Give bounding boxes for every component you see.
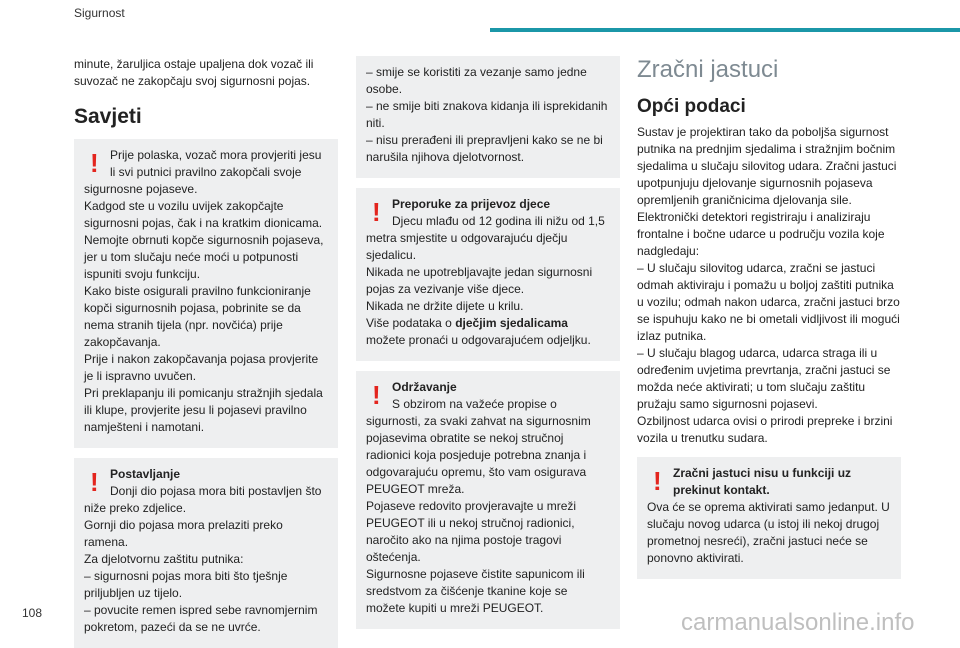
box-line-more-info: Više podataka o dječjim sjedalicama možete pronaći u odgovarajućem odjeljku. bbox=[366, 316, 591, 347]
watermark: carmanualsonline.info bbox=[681, 609, 915, 636]
warning-box-maintenance bbox=[356, 371, 620, 629]
child-seats-reference: dječjim sjedalicama bbox=[455, 316, 568, 330]
box-line: Ova će se oprema aktivirati samo jedanput. U slučaju novog udarca (u istoj ili nekoj drugoj prometnoj nesreći), zračni jastuci neće se ponovno aktivirati. bbox=[647, 500, 890, 565]
box-line: – povucite remen ispred sebe ravnomjernim pokretom, pazeći da se ne uvrće. bbox=[84, 603, 318, 634]
box-line: Pri preklapanju ili pomicanju stražnjih sjedala ili klupe, provjerite jesu li pojasevi pravilno namješteni i namotani. bbox=[84, 386, 323, 434]
box-line: Kako biste osigurali pravilno funkcioniranje kopči sigurnosnih pojasa, pobrinite se da nema stranih tijela (npr. novčića) prije zakopčavanja. bbox=[84, 284, 311, 349]
chapter-title: Zračni jastuci bbox=[637, 56, 779, 83]
exclamation-warning-icon: ! bbox=[90, 148, 99, 178]
box-title: Održavanje bbox=[392, 380, 457, 394]
exclamation-warning-icon: ! bbox=[90, 467, 99, 497]
box-line: – nisu prerađeni ili prepravljeni kako se ne bi narušila njihova djelotvornost. bbox=[366, 133, 603, 164]
body-line: Ozbiljnost udarca ovisi o prirodi prepreke i brzini vozila u trenutku sudara. bbox=[637, 414, 893, 445]
box-line: Kadgod ste u vozilu uvijek zakopčajte sigurnosni pojas, čak i na kratkim dionicama. bbox=[84, 199, 323, 230]
box-line: Pojaseve redovito provjeravajte u mreži PEUGEOT ili u nekoj stručnoj radionici, naročito ako na njima postoje tragovi oštećenja. bbox=[366, 499, 577, 564]
box-line: Nikada ne držite dijete u krilu. bbox=[366, 299, 524, 313]
info-box-belt-conditions bbox=[356, 56, 620, 178]
exclamation-warning-icon: ! bbox=[372, 380, 381, 410]
exclamation-warning-icon: ! bbox=[653, 466, 662, 496]
box-line: Nemojte obrnuti kopče sigurnosnih pojaseva, jer u tom slučaju neće moći u potpunosti ispuniti svoju funkciju. bbox=[84, 233, 324, 281]
box-line: Djecu mlađu od 12 godina ili nižu od 1,5 metra smjestite u odgovarajuću dječju sjedalicu. bbox=[366, 214, 605, 262]
warning-box-children bbox=[356, 188, 620, 361]
section-heading-general: Opći podaci bbox=[637, 96, 746, 117]
box-title: Zračni jastuci nisu u funkciji uz prekinut kontakt. bbox=[673, 466, 852, 497]
box-line: Nikada ne upotrebljavajte jedan sigurnosni pojas za vezivanje više djece. bbox=[366, 265, 593, 296]
body-line: – U slučaju silovitog udarca, zračni se jastuci odmah aktiviraju i pomažu u boljoj zaštiti putnika u vozilu; odmah nakon udarca, zračni jastuci brzo se ispuhuju kako ne bi ometali vidljivost ili mogući izlaz putnika. bbox=[637, 261, 900, 343]
header-accent-bar bbox=[490, 28, 960, 32]
warning-box-fitting bbox=[74, 458, 338, 648]
box-line: Prije i nakon zakopčavanja pojasa provjerite je li ispravno uvučen. bbox=[84, 352, 319, 383]
section-heading-savjeti: Savjeti bbox=[74, 105, 142, 128]
running-header: Sigurnost bbox=[74, 6, 125, 20]
warning-box-airbags bbox=[637, 457, 901, 579]
column-right bbox=[637, 56, 901, 579]
exclamation-warning-icon: ! bbox=[372, 197, 381, 227]
intro-paragraph: minute, žaruljica ostaje upaljena dok vozač ili suvozač ne zakopčaju svoj sigurnosni pojas. bbox=[74, 57, 314, 88]
page-number: 108 bbox=[22, 606, 43, 620]
box-line: Sigurnosne pojaseve čistite sapunicom ili sredstvom za čišćenje tkanine koje se možete kupiti u mreži PEUGEOT. bbox=[366, 567, 585, 615]
box-line: S obzirom na važeće propise o sigurnosti, za svaki zahvat na sigurnosnim pojasevima obratite se nekoj stručnoj radionici koja posjeduje potrebna znanja i odgovarajuću opremu, što vam osigurava PEUGEOT mreža. bbox=[366, 397, 591, 496]
box-line: – ne smije biti znakova kidanja ili isprekidanih niti. bbox=[366, 99, 608, 130]
box-title: Preporuke za prijevoz djece bbox=[392, 197, 551, 211]
box-line: Za djelotvornu zaštitu putnika: bbox=[84, 552, 244, 566]
box-line: Prije polaska, vozač mora provjeriti jesu li svi putnici pravilno zakopčali svoje sigurnosne pojaseve. bbox=[84, 148, 322, 196]
warning-box-advice bbox=[74, 139, 338, 448]
box-line: – sigurnosni pojas mora biti što tješnje priljubljen uz tijelo. bbox=[84, 569, 288, 600]
body-line: Elektronički detektori registriraju i analiziraju frontalne i bočne udarce u području vozila koje nadgledaju: bbox=[637, 210, 885, 258]
box-line: – smije se koristiti za vezanje samo jedne osobe. bbox=[366, 65, 587, 96]
column-left bbox=[74, 56, 338, 648]
body-line: – U slučaju blagog udarca, udarca straga ili u određenim uvjetima prevrtanja, zračni jastuci se možda neće aktivirati; u tom slučaju zaštitu pružaju samo sigurnosni pojasevi. bbox=[637, 346, 891, 411]
box-line: Donji dio pojasa mora biti postavljen što niže preko zdjelice. bbox=[84, 484, 322, 515]
column-middle bbox=[356, 56, 620, 629]
box-title: Postavljanje bbox=[110, 467, 181, 481]
body-line: Sustav je projektiran tako da poboljša sigurnost putnika na prednjim sjedalima i stražnjim bočnim sjedalima u slučaju silovitog udara. Zračni jastuci upotpunjuju djelovanje sigurnosnih pojaseva opremljenih graničnicima djelovanja sile. bbox=[637, 125, 897, 207]
box-line: Gornji dio pojasa mora prelaziti preko ramena. bbox=[84, 518, 283, 549]
